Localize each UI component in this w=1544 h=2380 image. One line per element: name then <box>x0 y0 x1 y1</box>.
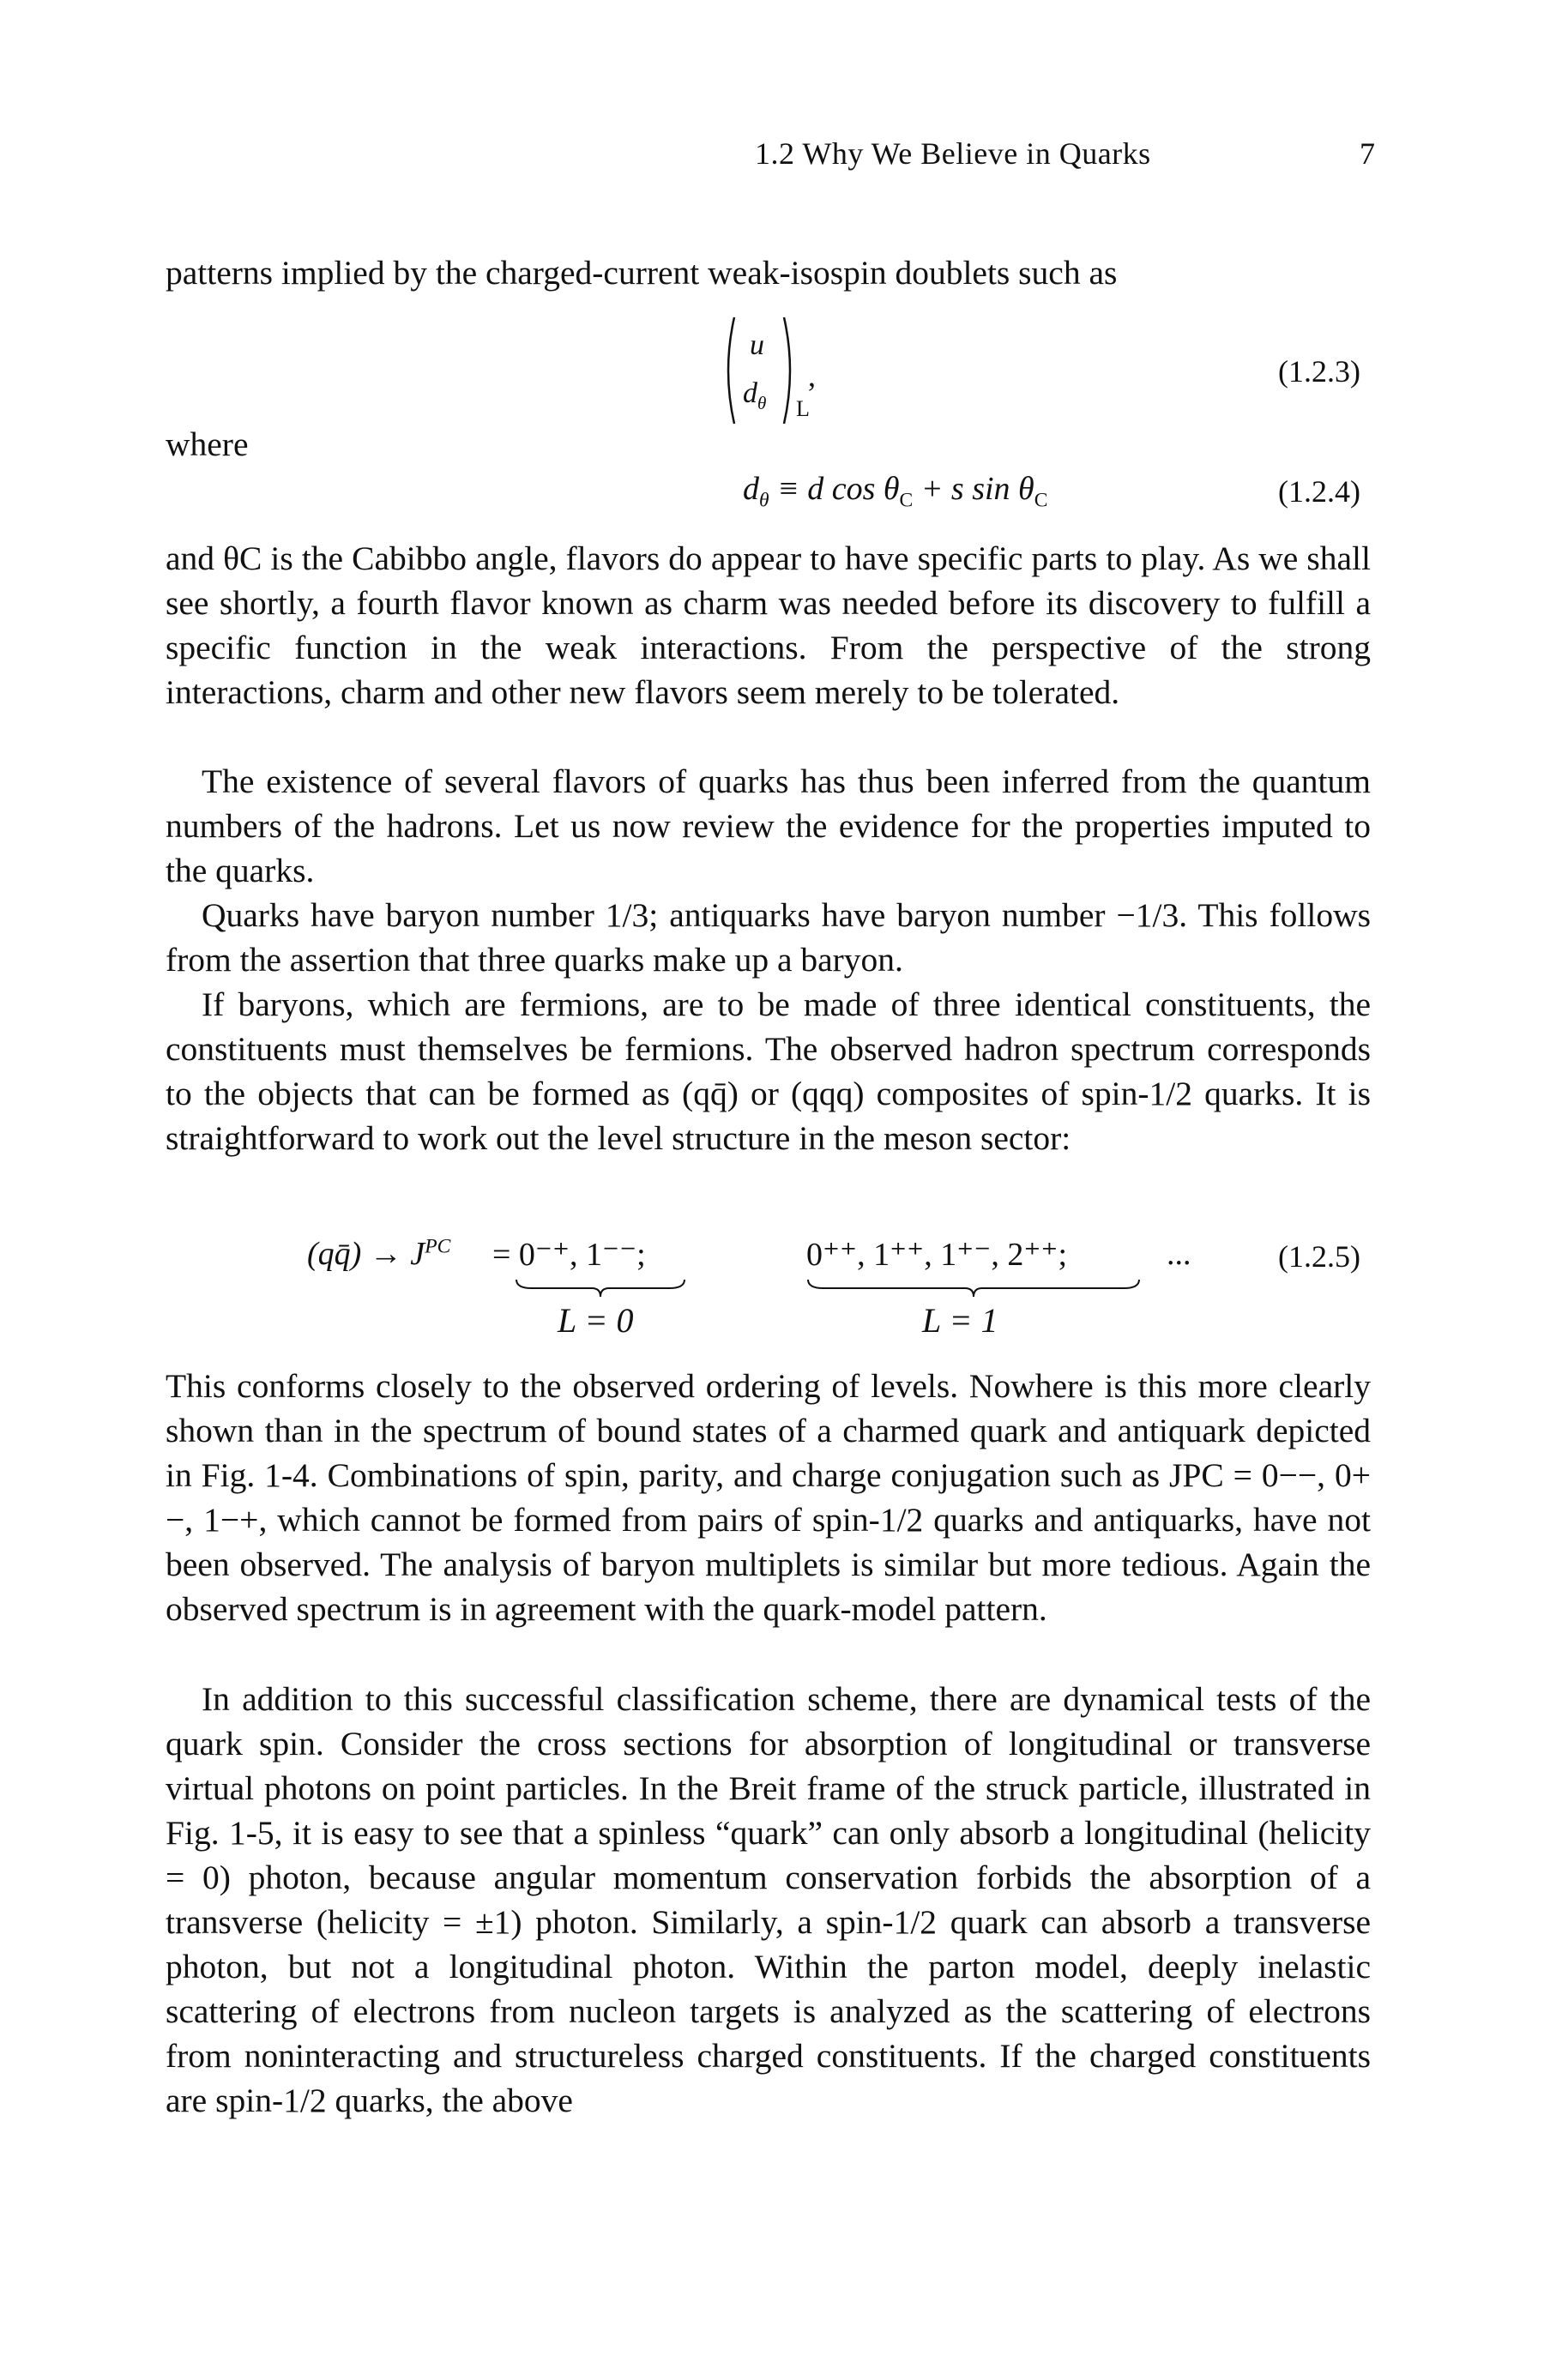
equation-1-2-5-group-2: 0⁺⁺, 1⁺⁺, 1⁺⁻, 2⁺⁺; <box>806 1237 1068 1273</box>
equation-1-2-5-ellipsis: ... <box>1167 1236 1191 1272</box>
equation-1-2-4: $d_\theta \equiv d$ $\cos \theta_C + s$ $\sin \theta_C$ <box>743 471 1048 512</box>
doublet-comma: , <box>808 359 816 393</box>
equation-number-1-2-3: (1.2.3) <box>1278 354 1360 389</box>
equation-number-1-2-4: (1.2.4) <box>1278 474 1360 509</box>
doublet-top: u <box>750 329 764 361</box>
equation-1-2-3 <box>722 310 825 431</box>
equation-1-2-5-lhs: (qq̄) → $J^{PC}$ <box>307 1235 451 1272</box>
paragraph-baryon-number: Quarks have baryon number 1/3; antiquarks have baryon number −1/3. This follows from the assertion that three quarks make up a baryon. <box>166 896 1371 979</box>
paragraph-cabibbo: and θC is the Cabibbo angle, flavors do appear to have specific parts to play. As we shall see shortly, a fourth flavor known as charm was needed before its discovery to fulfill a specific function in the weak interactions. From the perspective of the strong interactions, charm and other new flavors seem merely to be tolerated. <box>166 539 1371 711</box>
equation-1-2-5-group-1: = 0⁻⁺, 1⁻⁻; <box>492 1237 646 1273</box>
doublet-subscript: L <box>796 396 810 421</box>
label-l0: L = 0 <box>558 1301 634 1340</box>
paragraph-level-ordering: This conforms closely to the observed ordering of levels. Nowhere is this more clearly shown than in the spectrum of bound states of a charmed quark and antiquark depicted in Fig. 1-4. Combinations of spin, parity, and charge conjugation such as JPC = 0−−, 0+−, 1−+, which cannot be formed from pairs of spin-1/2 quarks and antiquarks, have not been observed. The analysis of baryon multiplets is similar but more tedious. Again the observed spectrum is in agreement with the quark-model pattern. <box>166 1367 1371 1628</box>
equation-number-1-2-5: (1.2.5) <box>1278 1239 1360 1274</box>
running-head: 1.2 Why We Believe in Quarks <box>755 136 1151 171</box>
page-number: 7 <box>1360 136 1375 171</box>
where-label: where <box>166 425 249 463</box>
label-l1: L = 1 <box>922 1301 998 1340</box>
intro-line: patterns implied by the charged-current weak-isospin doublets such as <box>166 254 1118 292</box>
paragraph-fermions: If baryons, which are fermions, are to be made of three identical constituents, the constituents must themselves be fermions. The observed hadron spectrum corresponds to the objects that can be formed as (qq̄) or (qqq) composites of spin-1/2 quarks. It is straightforward to work out the level structure in the meson sector: <box>166 985 1371 1157</box>
doublet-bottom: $d_\theta$ <box>743 377 767 413</box>
underbrace-l0 <box>515 1278 686 1298</box>
paragraph-quark-spin: In addition to this successful classification scheme, there are dynamical tests of the quark spin. Consider the cross sections for absorption of longitudinal or transverse virtual photons on point particles. In the Breit frame of the struck particle, illustrated in Fig. 1-5, it is easy to see that a spinless “quark” can only absorb a longitudinal (helicity = 0) photon, because angular momentum conservation forbids the absorption of a transverse (helicity = ±1) photon. Similarly, a spin-1/2 quark can absorb a transverse photon, but not a longitudinal photon. Within the parton model, deeply inelastic scattering of electrons from nucleon targets is analyzed as the scattering of electrons from noninteracting and structureless charged constituents. If the charged constituents are spin-1/2 quarks, the above <box>166 1680 1371 2119</box>
paragraph-flavors: The existence of several flavors of quarks has thus been inferred from the quantum numbers of the hadrons. Let us now review the evidence for the properties imputed to the quarks. <box>166 762 1371 889</box>
underbrace-l1 <box>806 1278 1141 1298</box>
